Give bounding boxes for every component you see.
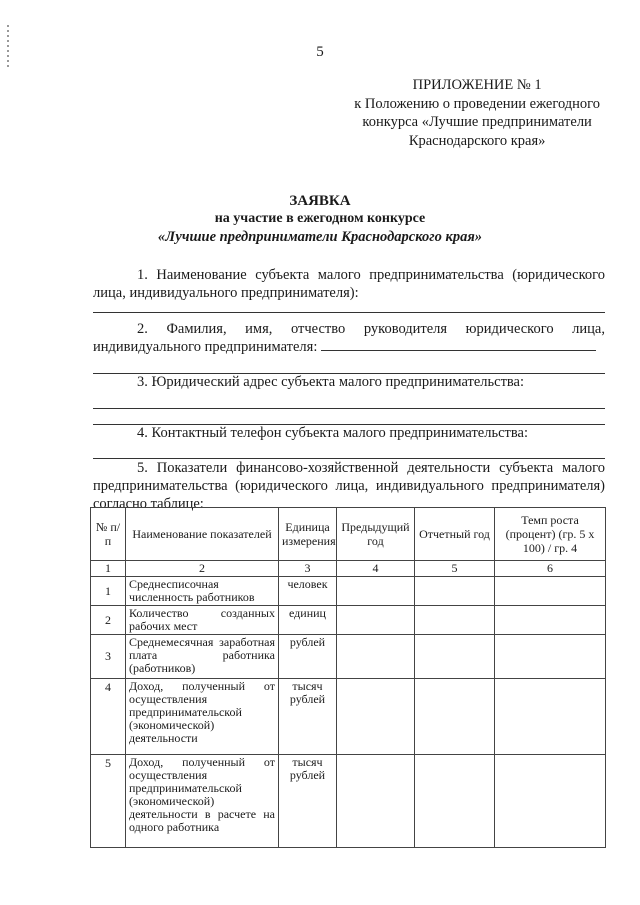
item-5-text: 5. Показатели финансово-хозяйственной деятельности субъекта малого предпринимательства (юридического лица, индивидуального предпринимателя) согласно таблице: bbox=[93, 460, 605, 512]
column-number: 5 bbox=[415, 561, 495, 577]
table-row bbox=[91, 679, 606, 755]
table-row bbox=[91, 577, 606, 606]
document-subtitle: на участие в ежегодном конкурсе bbox=[214, 211, 426, 226]
table-header-row bbox=[91, 508, 606, 561]
column-number: 4 bbox=[337, 561, 415, 577]
row-unit: единиц bbox=[279, 606, 337, 635]
row-number: 3 bbox=[91, 635, 126, 679]
row-current-year-cell[interactable] bbox=[415, 635, 495, 679]
item-2-text-line-1: 2. Фамилия, имя, отчество руководителя юридического лица, bbox=[137, 321, 605, 337]
row-current-year-cell[interactable] bbox=[415, 606, 495, 635]
header-growth-rate: Темп роста (процент) (гр. 5 х 100) / гр. 4 bbox=[495, 508, 606, 561]
appendix-line-2: конкурса «Лучшие предприниматели bbox=[362, 114, 592, 130]
row-number: 2 bbox=[91, 606, 126, 635]
column-number: 1 bbox=[91, 561, 126, 577]
row-prev-year-cell[interactable] bbox=[337, 755, 415, 848]
item-3-fill-line-1[interactable] bbox=[93, 408, 605, 409]
row-current-year-cell[interactable] bbox=[415, 755, 495, 848]
appendix-line-1: к Положению о проведении ежегодного bbox=[354, 95, 600, 112]
column-number: 6 bbox=[495, 561, 606, 577]
appendix-block bbox=[354, 76, 600, 150]
row-indicator-name: Количество созданных рабочих мест bbox=[126, 606, 279, 635]
header-unit: Единица измерения bbox=[279, 508, 337, 561]
item-4-text: 4. Контактный телефон субъекта малого предпринимательства: bbox=[137, 425, 528, 441]
row-current-year-cell[interactable] bbox=[415, 577, 495, 606]
row-indicator-name: Доход, полученный от осуществления предпринимательской (экономической) деятельности bbox=[126, 679, 279, 755]
row-indicator-name: Доход, полученный от осуществления предпринимательской (экономической) деятельности в расчете на одного работника bbox=[126, 755, 279, 848]
indicators-table bbox=[90, 507, 606, 848]
row-unit: тысяч рублей bbox=[279, 755, 337, 848]
header-prev-year: Предыдущий год bbox=[337, 508, 415, 561]
item-1-text: 1. Наименование субъекта малого предпринимательства (юридического лица, индивидуального предпринимателя): bbox=[93, 267, 605, 301]
page-number: 5 bbox=[316, 44, 324, 60]
row-growth-rate-cell[interactable] bbox=[495, 635, 606, 679]
row-prev-year-cell[interactable] bbox=[337, 635, 415, 679]
contest-name: «Лучшие предприниматели Краснодарского края» bbox=[157, 229, 483, 245]
appendix-line-3: Краснодарского края» bbox=[408, 132, 546, 149]
row-unit: рублей bbox=[279, 635, 337, 679]
row-number: 5 bbox=[91, 755, 126, 848]
row-unit: человек bbox=[279, 577, 337, 606]
appendix-number: ПРИЛОЖЕНИЕ № 1 bbox=[412, 77, 542, 93]
column-number-row bbox=[91, 561, 606, 577]
header-current-year: Отчетный год bbox=[415, 508, 495, 561]
item-3-text: 3. Юридический адрес субъекта малого предпринимательства: bbox=[137, 374, 525, 390]
table-row bbox=[91, 755, 606, 848]
row-prev-year-cell[interactable] bbox=[337, 679, 415, 755]
document-title: ЗАЯВКА bbox=[289, 193, 351, 209]
item-2-label: индивидуального предпринимателя: bbox=[93, 339, 318, 355]
row-prev-year-cell[interactable] bbox=[337, 577, 415, 606]
row-growth-rate-cell[interactable] bbox=[495, 577, 606, 606]
table-row bbox=[91, 606, 606, 635]
column-number: 3 bbox=[279, 561, 337, 577]
item-2-fill-line[interactable] bbox=[321, 338, 596, 351]
row-number: 4 bbox=[91, 679, 126, 755]
row-growth-rate-cell[interactable] bbox=[495, 755, 606, 848]
row-growth-rate-cell[interactable] bbox=[495, 679, 606, 755]
row-indicator-name: Среднесписочная численность работников bbox=[126, 577, 279, 606]
header-name: Наименование показателей bbox=[126, 508, 279, 561]
item-2-text-line-2 bbox=[93, 338, 605, 356]
table-row bbox=[91, 635, 606, 679]
row-prev-year-cell[interactable] bbox=[337, 606, 415, 635]
row-growth-rate-cell[interactable] bbox=[495, 606, 606, 635]
row-current-year-cell[interactable] bbox=[415, 679, 495, 755]
item-1-fill-line[interactable] bbox=[93, 312, 605, 313]
header-num: № п/п bbox=[91, 508, 126, 561]
column-number: 2 bbox=[126, 561, 279, 577]
row-unit: тысяч рублей bbox=[279, 679, 337, 755]
row-number: 1 bbox=[91, 577, 126, 606]
row-indicator-name: Среднемесячная заработная плата работника (работников) bbox=[126, 635, 279, 679]
